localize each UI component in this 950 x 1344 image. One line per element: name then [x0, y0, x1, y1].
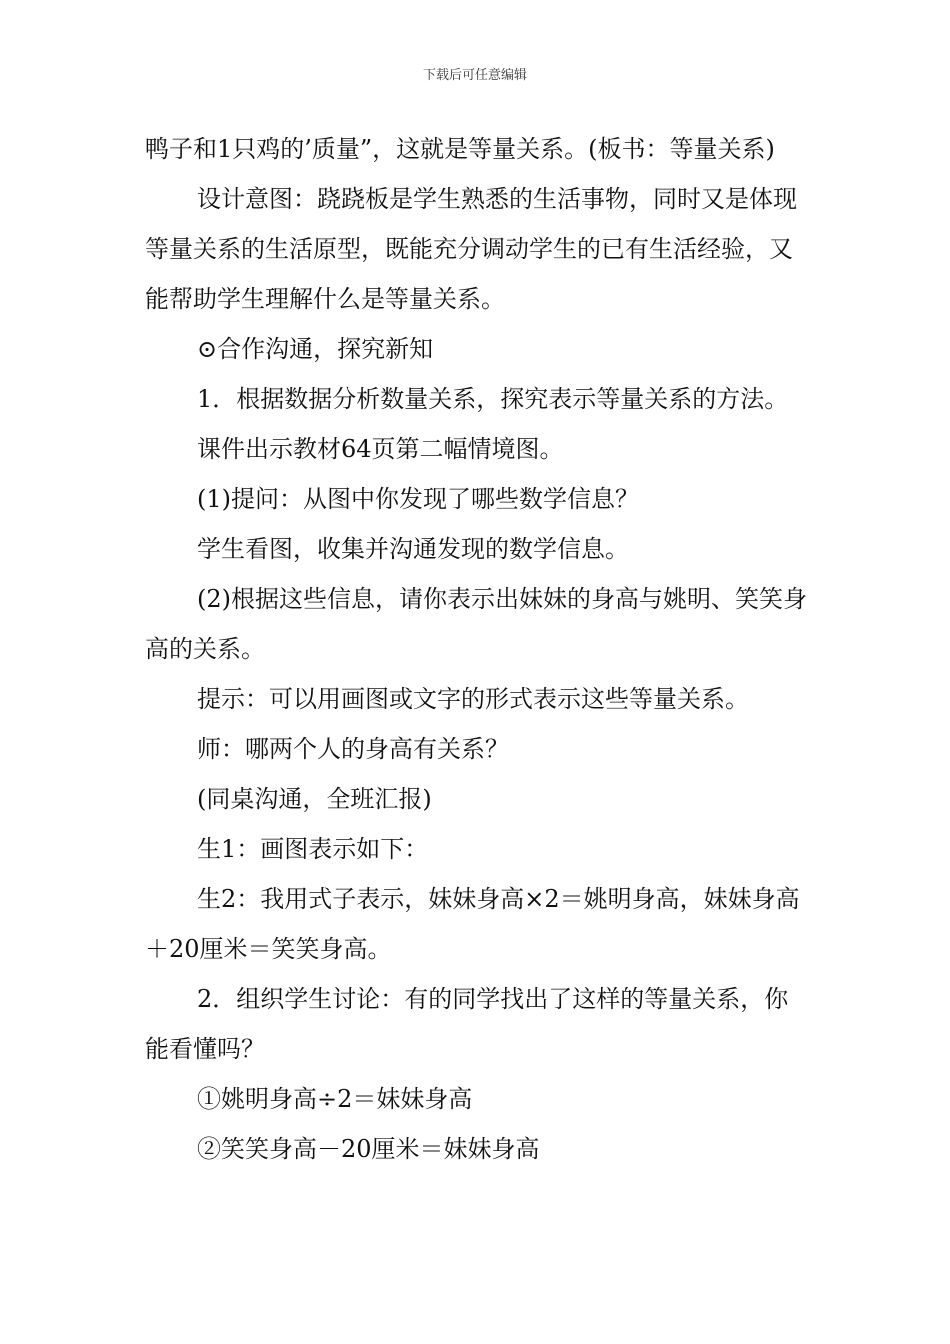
paragraph-3: ⊙合作沟通，探究新知	[197, 335, 434, 363]
paragraph-13: 生2：我用式子表示，妹妹身高×2＝姚明身高，妹妹身高＋20厘米＝笑笑身高。	[145, 885, 800, 963]
paragraph-4: 1．根据数据分析数量关系，探究表示等量关系的方法。	[197, 385, 789, 413]
paragraph-16: ②笑笑身高－20厘米＝妹妹身高	[197, 1135, 540, 1163]
paragraph-9: 提示：可以用画图或文字的形式表示这些等量关系。	[197, 685, 749, 713]
paragraph-2: 设计意图：跷跷板是学生熟悉的生活事物，同时又是体现等量关系的生活原型，既能充分调动学生的已有生活经验，又能帮助学生理解什么是等量关系。	[145, 185, 797, 313]
paragraph-7: 学生看图，收集并沟通发现的数学信息。	[197, 535, 629, 563]
paragraph-14: 2．组织学生讨论：有的同学找出了这样的等量关系，你能看懂吗？	[145, 985, 789, 1063]
paragraph-12: 生1：画图表示如下：	[197, 835, 429, 863]
paragraph-11: (同桌沟通，全班汇报)	[197, 785, 432, 813]
paragraph-5: 课件出示教材64页第二幅情境图。	[197, 435, 564, 463]
paragraph-1: 鸭子和1只鸡的’质量”，这就是等量关系。(板书：等量关系)	[145, 135, 775, 163]
paragraph-15: ①姚明身高÷2＝妹妹身高	[197, 1085, 473, 1113]
paragraph-8: (2)根据这些信息，请你表示出妹妹的身高与姚明、笑笑身高的关系。	[145, 585, 807, 663]
paragraph-10: 师：哪两个人的身高有关系？	[197, 735, 509, 763]
paragraph-6: (1)提问：从图中你发现了哪些数学信息？	[197, 485, 639, 513]
page-header: 下载后可任意编辑	[422, 68, 527, 83]
document-body	[145, 124, 810, 1174]
